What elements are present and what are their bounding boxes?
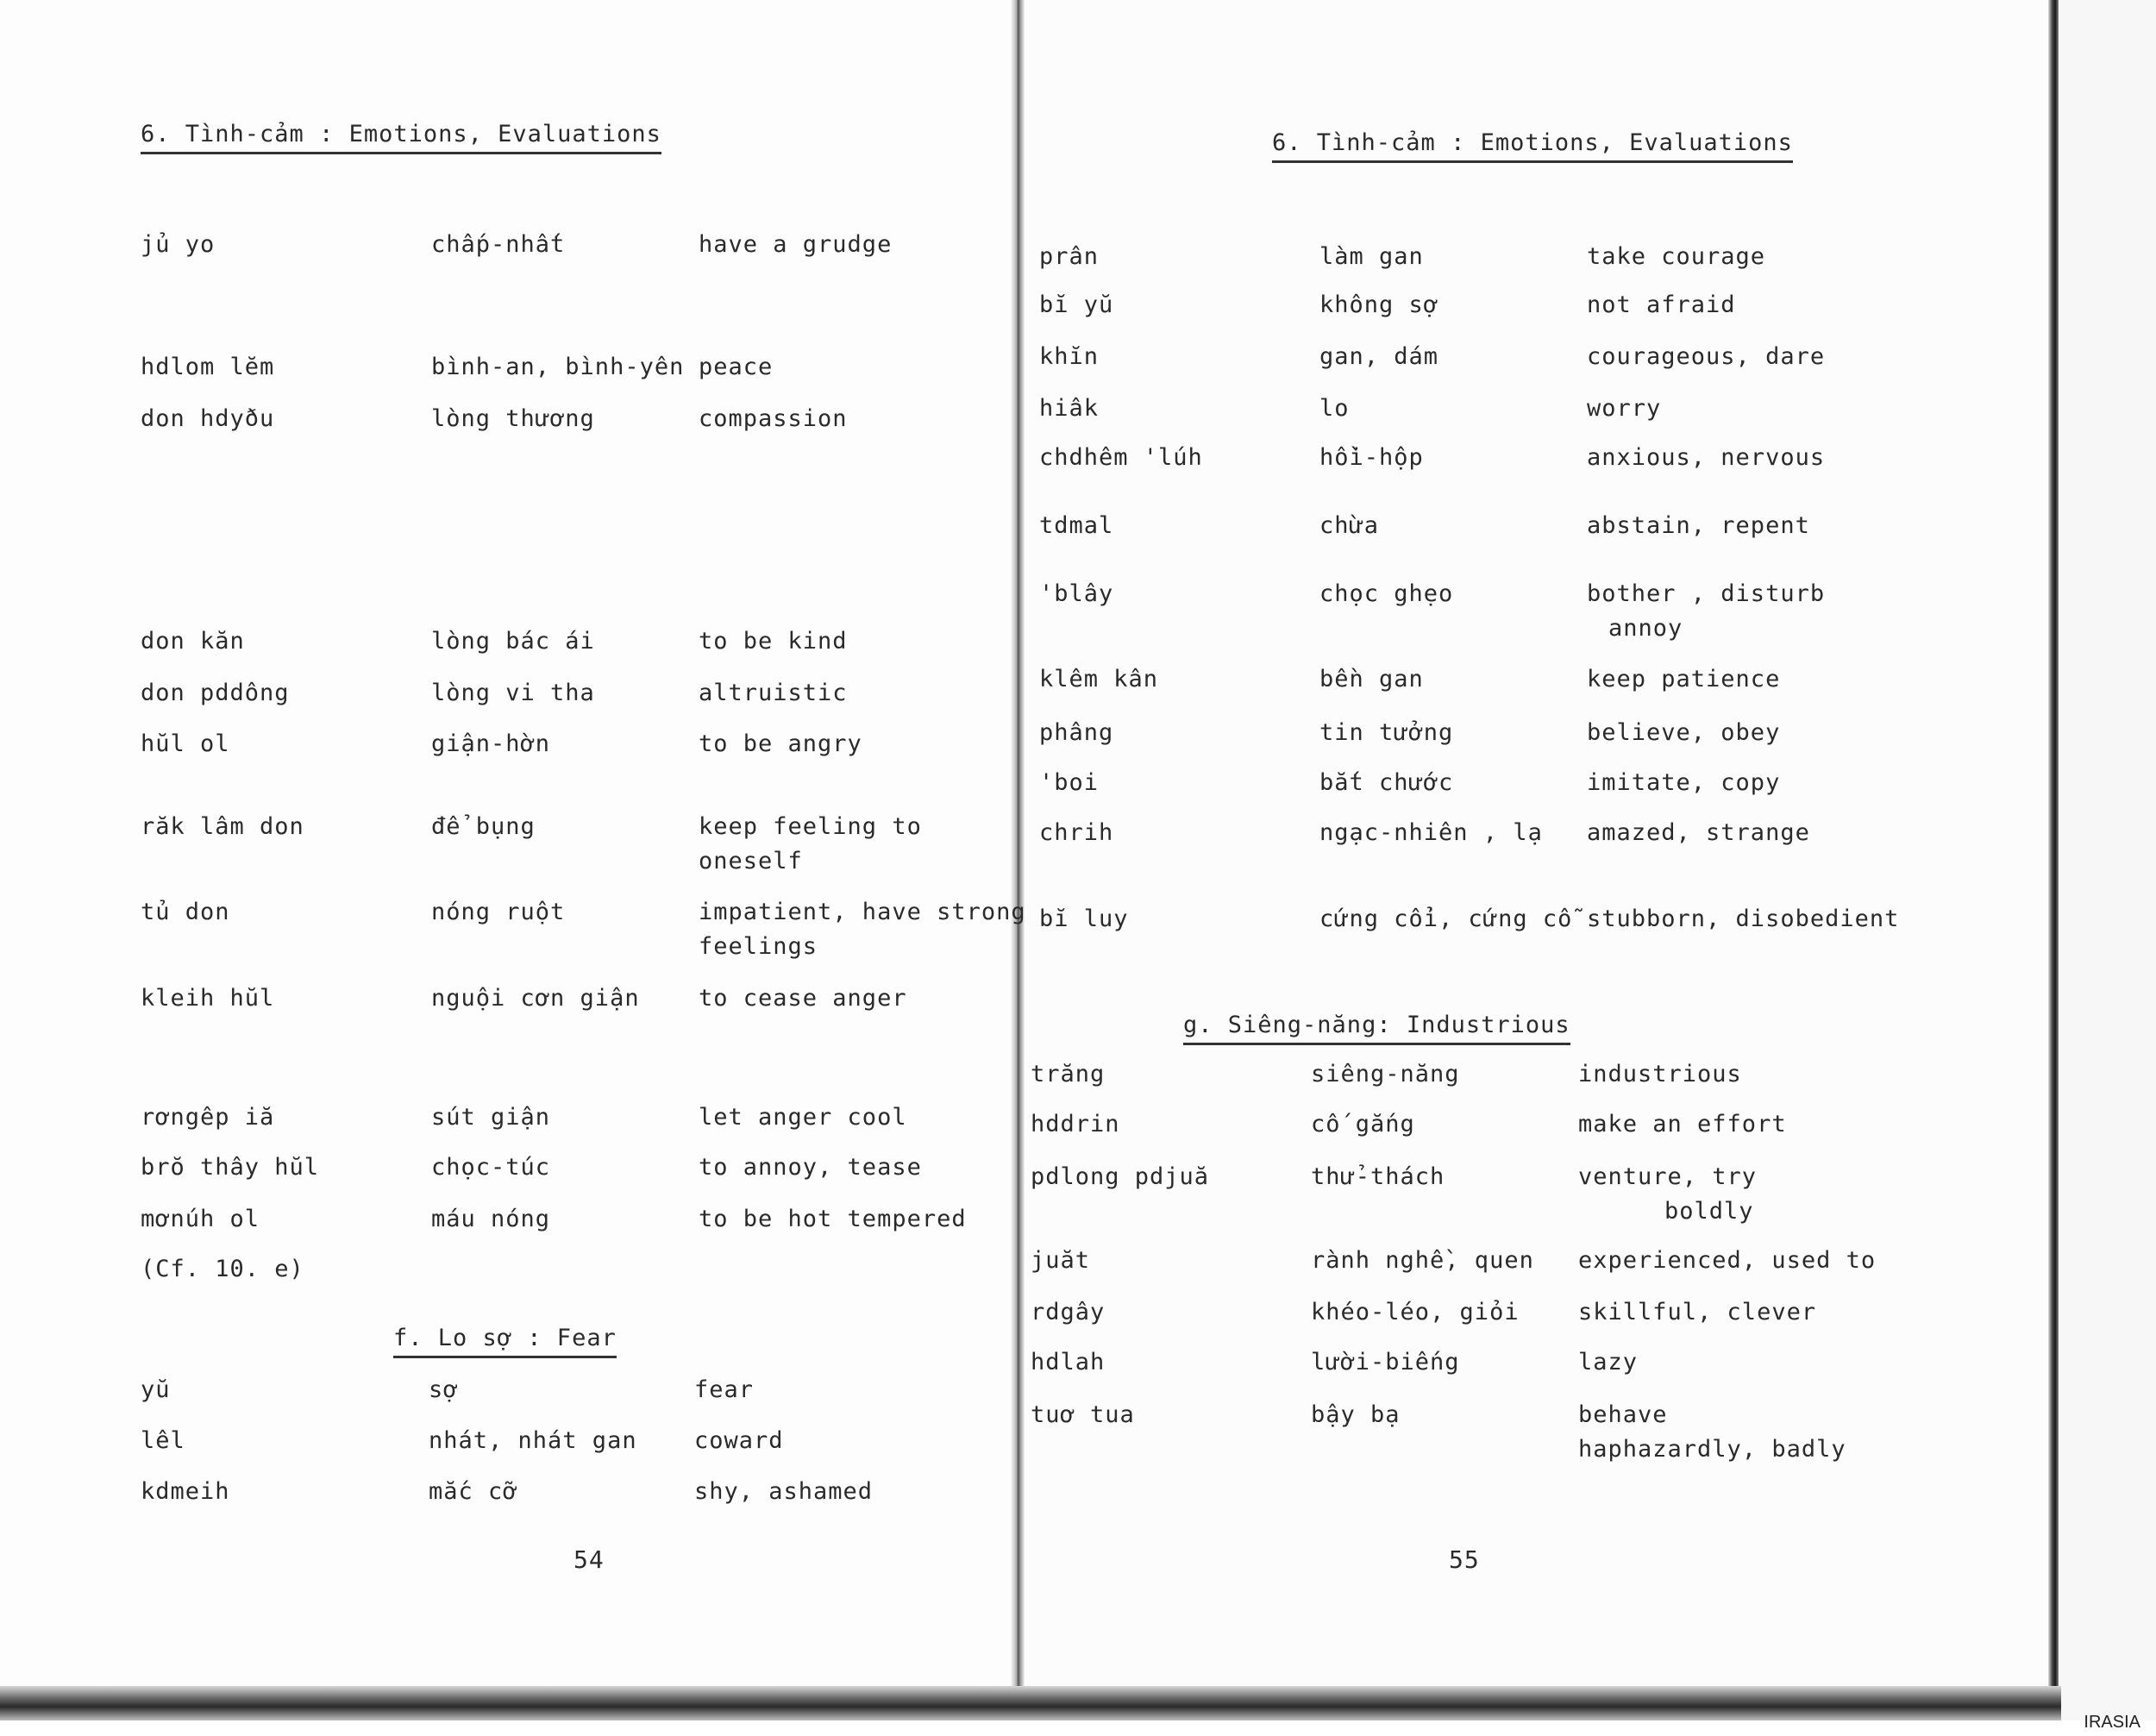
- entry-vietnamese: sút giận: [431, 1104, 551, 1131]
- entry-english: to annoy, tease: [699, 1154, 922, 1181]
- entry-term: bĭ luy: [1039, 906, 1129, 932]
- entry-english: fear: [694, 1376, 755, 1403]
- entry-vietnamese: hồi-hộp: [1319, 444, 1424, 471]
- entry-english: lazy: [1578, 1349, 1639, 1376]
- left-section-header: 6. Tình-cảm : Emotions, Evaluations: [141, 121, 661, 154]
- entry-english: industrious: [1578, 1061, 1742, 1087]
- entry-vietnamese: bậy bạ: [1311, 1401, 1401, 1428]
- right-section-header: 6. Tình-cảm : Emotions, Evaluations: [1272, 129, 1793, 163]
- entry-term: kleih hŭl: [141, 985, 275, 1012]
- entry-term: tủ don: [141, 899, 230, 925]
- entry-english: compassion: [699, 405, 848, 432]
- entry-vietnamese: cứng cổi, cứng cỗ: [1319, 906, 1573, 932]
- entry-english: skillful, clever: [1578, 1299, 1817, 1326]
- entry-english-cont: oneself: [699, 848, 803, 874]
- entry-english: experienced, used to: [1578, 1247, 1877, 1274]
- entry-vietnamese: chấp-nhất: [431, 231, 566, 258]
- entry-vietnamese: chọc ghẹo: [1319, 580, 1454, 607]
- entry-term: pdlong pdjuă: [1031, 1163, 1210, 1190]
- entry-term: răk lâm don: [141, 813, 304, 840]
- entry-vietnamese: chừa: [1319, 512, 1380, 539]
- entry-vietnamese: nóng ruột: [431, 899, 566, 925]
- entry-term: chrih: [1039, 819, 1114, 846]
- entry-english: shy, ashamed: [694, 1478, 874, 1505]
- entry-vietnamese: thử-thách: [1311, 1163, 1445, 1190]
- right-page-number: 55: [1449, 1545, 1480, 1574]
- entry-term: bĭ yŭ: [1039, 291, 1114, 318]
- entry-english: impatient, have strong: [699, 899, 1026, 925]
- entry-vietnamese: cố gắng: [1311, 1111, 1415, 1137]
- entry-english-cont: boldly: [1664, 1198, 1754, 1225]
- bottom-margin: [0, 1720, 2156, 1736]
- entry-vietnamese: chọc-túc: [431, 1154, 551, 1181]
- entry-english-cont: feelings: [699, 933, 818, 960]
- entry-english: to be kind: [699, 628, 848, 655]
- entry-vietnamese: máu nóng: [431, 1206, 551, 1232]
- entry-term: rdgây: [1031, 1299, 1106, 1326]
- entry-term: hdlom lĕm: [141, 354, 275, 380]
- entry-vietnamese: gan, dám: [1319, 343, 1439, 370]
- entry-term: yŭ: [141, 1376, 171, 1403]
- entry-term: prân: [1039, 243, 1100, 270]
- entry-term: khĭn: [1039, 343, 1100, 370]
- entry-vietnamese: lòng thương: [431, 405, 595, 432]
- entry-vietnamese: làm gan: [1319, 243, 1424, 270]
- entry-english: imitate, copy: [1587, 769, 1781, 796]
- entry-english: peace: [699, 354, 774, 380]
- entry-vietnamese: bắt chước: [1319, 769, 1454, 796]
- bottom-scan-shadow: [0, 1686, 2061, 1720]
- entry-term: phâng: [1039, 719, 1114, 746]
- right-subsection-header: g. Siêng-năng: Industrious: [1183, 1012, 1570, 1045]
- entry-vietnamese: ngạc-nhiên , lạ: [1319, 819, 1543, 846]
- entry-vietnamese: bình-an, bình-yên: [431, 354, 685, 380]
- entry-english: venture, try: [1578, 1163, 1758, 1190]
- entry-english-cont: annoy: [1608, 615, 1683, 642]
- entry-vietnamese: rành nghề, quen: [1311, 1247, 1534, 1274]
- entry-term: tdmal: [1039, 512, 1114, 539]
- entry-vietnamese: để bụng: [431, 813, 536, 840]
- entry-term: 'boi: [1039, 769, 1100, 796]
- entry-english: to be hot tempered: [699, 1206, 967, 1232]
- entry-term: klêm kân: [1039, 666, 1159, 693]
- entry-vietnamese: tin tưởng: [1319, 719, 1454, 746]
- book-gutter: [1011, 0, 1025, 1695]
- entry-vietnamese: mắc cỡ: [429, 1478, 518, 1505]
- entry-vietnamese: lo: [1319, 395, 1350, 422]
- entry-english: behave: [1578, 1401, 1668, 1428]
- entry-term: lêl: [141, 1427, 185, 1454]
- entry-term: hiâk: [1039, 395, 1100, 422]
- entry-english: stubborn, disobedient: [1587, 906, 1900, 932]
- entry-english: worry: [1587, 395, 1662, 422]
- page-edge-shadow: [2048, 0, 2059, 1716]
- entry-term: mơnúh ol: [141, 1206, 260, 1232]
- scan-margin: [2059, 0, 2156, 1736]
- entry-term: hdlah: [1031, 1349, 1106, 1376]
- entry-english: abstain, repent: [1587, 512, 1810, 539]
- entry-english: not afraid: [1587, 291, 1736, 318]
- entry-term: don pddông: [141, 680, 290, 706]
- entry-vietnamese: nhát, nhát gan: [429, 1427, 637, 1454]
- entry-term: hŭl ol: [141, 730, 230, 757]
- entry-term: kdmeih: [141, 1478, 230, 1505]
- entry-english: believe, obey: [1587, 719, 1781, 746]
- entry-term: juăt: [1031, 1247, 1091, 1274]
- entry-english: courageous, dare: [1587, 343, 1826, 370]
- entry-english-cont: haphazardly, badly: [1578, 1436, 1846, 1463]
- entry-english: make an effort: [1578, 1111, 1787, 1137]
- entry-vietnamese: khéo-léo, giỏi: [1311, 1299, 1520, 1326]
- entry-term: jủ yo: [141, 231, 216, 258]
- entry-vietnamese: siêng-năng: [1311, 1061, 1460, 1087]
- entry-term: chdhêm 'lúh: [1039, 444, 1203, 471]
- entry-english: to cease anger: [699, 985, 907, 1012]
- entry-english: altruistic: [699, 680, 848, 706]
- entry-term: don hdyðu: [141, 405, 275, 432]
- entry-english: keep patience: [1587, 666, 1781, 693]
- entry-term: 'blây: [1039, 580, 1114, 607]
- left-page-number: 54: [573, 1545, 605, 1574]
- entry-english: amazed, strange: [1587, 819, 1810, 846]
- entry-vietnamese: lòng vi tha: [431, 680, 595, 706]
- entry-term: trăng: [1031, 1061, 1106, 1087]
- entry-vietnamese: lười-biếng: [1311, 1349, 1460, 1376]
- entry-english: to be angry: [699, 730, 862, 757]
- entry-term: brŏ thây hŭl: [141, 1154, 320, 1181]
- entry-term: don kăn: [141, 628, 245, 655]
- left-note: (Cf. 10. e): [141, 1256, 304, 1282]
- entry-term: hddrin: [1031, 1111, 1120, 1137]
- left-subsection-header: f. Lo sợ : Fear: [393, 1325, 617, 1358]
- entry-term: rơngêp iă: [141, 1104, 275, 1131]
- entry-vietnamese: bền gan: [1319, 666, 1424, 693]
- entry-vietnamese: sợ: [429, 1376, 459, 1403]
- entry-english: let anger cool: [699, 1104, 907, 1131]
- entry-vietnamese: giận-hờn: [431, 730, 551, 757]
- entry-vietnamese: lòng bác ái: [431, 628, 595, 655]
- entry-vietnamese: nguội cơn giận: [431, 985, 640, 1012]
- entry-term: tuơ tua: [1031, 1401, 1135, 1428]
- entry-english: have a grudge: [699, 231, 893, 258]
- entry-vietnamese: không sợ: [1319, 291, 1439, 318]
- entry-english: bother , disturb: [1587, 580, 1826, 607]
- entry-english: coward: [694, 1427, 784, 1454]
- entry-english: keep feeling to: [699, 813, 922, 840]
- entry-english: take courage: [1587, 243, 1766, 270]
- irasia-watermark: IRASIA: [2084, 1713, 2140, 1732]
- entry-english: anxious, nervous: [1587, 444, 1826, 471]
